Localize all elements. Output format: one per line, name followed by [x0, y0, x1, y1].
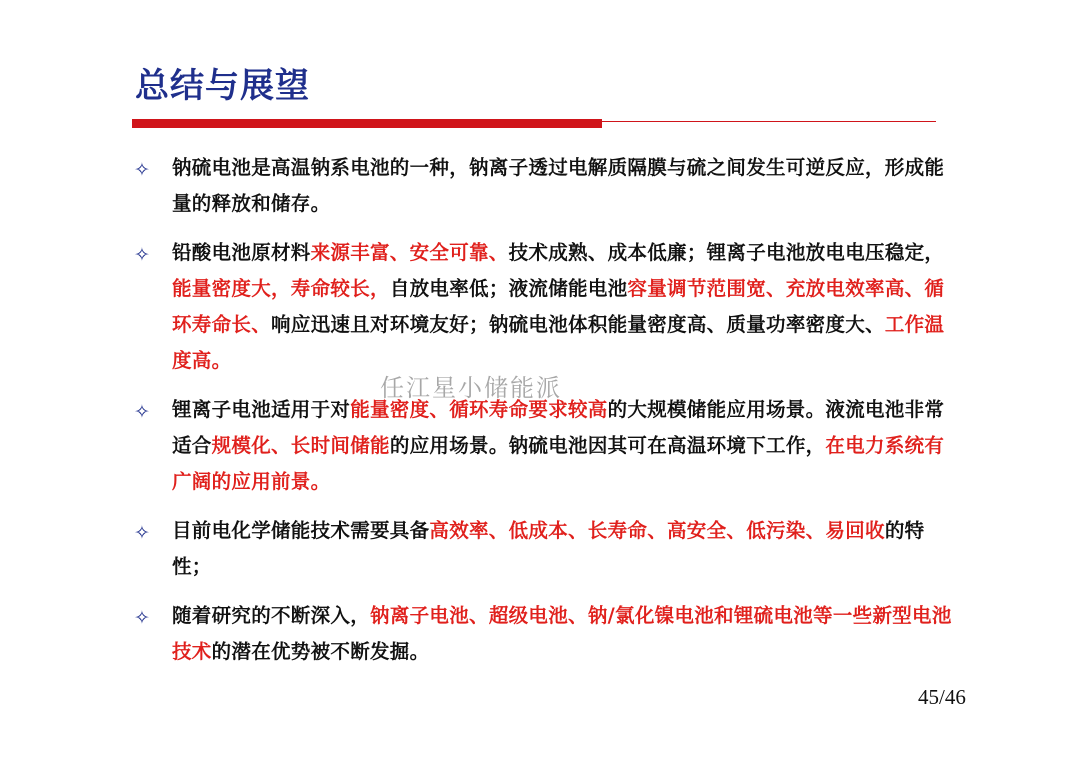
- plain-text: 自放电率低；液流储能电池: [389, 277, 628, 300]
- plain-text: 的应用场景。钠硫电池因其可在高温环境下工作，: [389, 434, 826, 457]
- plain-text: 的大规模储能应用场景。液流电池非常适合: [172, 398, 945, 457]
- bullet-item: [132, 598, 952, 670]
- bullet-list: [132, 150, 952, 683]
- highlighted-text: 钠离子电池、超级电池、钠/氯化镍电池和锂硫电池等一些新型电池技术: [172, 604, 952, 663]
- plain-text: 的潜在优势被不断发掘。: [211, 640, 430, 663]
- bullet-item: [132, 392, 952, 500]
- highlighted-text: 能量密度大，寿命较长，: [172, 277, 390, 300]
- plain-text: 的特性；: [172, 519, 925, 578]
- slide-title: 总结与展望: [135, 66, 310, 106]
- highlighted-text: 工作温度高。: [172, 313, 945, 372]
- diamond-star-icon: ✧: [134, 607, 150, 629]
- bullet-item: [132, 235, 952, 379]
- title-underline-bar: [132, 119, 602, 128]
- plain-text: 随着研究的不断深入，: [172, 604, 371, 627]
- bullet-text: [172, 604, 952, 663]
- bullet-text: [172, 519, 924, 578]
- bullet-text: [172, 156, 944, 215]
- title-underline-thin: [602, 121, 936, 122]
- plain-text: 锂离子电池适用于对: [172, 398, 351, 421]
- watermark: 任江星小储能派: [380, 374, 562, 402]
- plain-text: 铅酸电池原材料: [172, 241, 311, 264]
- plain-text: 技术成熟、成本低廉；锂离子电池放电电压稳定，: [508, 241, 945, 264]
- bullet-text: [172, 398, 944, 493]
- highlighted-text: 能量密度、循环寿命要求较高: [350, 398, 608, 421]
- page-number: 45/46: [918, 685, 966, 709]
- plain-text: 响应迅速且对环境友好；钠硫电池体积能量密度高、质量功率密度大、: [271, 313, 885, 336]
- highlighted-text: 容量调节范围宽、充放电效率高、循环寿命长、: [172, 277, 945, 336]
- diamond-star-icon: ✧: [134, 159, 150, 181]
- diamond-star-icon: ✧: [134, 401, 150, 423]
- highlighted-text: 高效率、低成本、长寿命、高安全、低污染、易回收: [429, 519, 885, 542]
- bullet-item: [132, 150, 952, 222]
- diamond-star-icon: ✧: [134, 244, 150, 266]
- bullet-item: [132, 513, 952, 585]
- highlighted-text: 来源丰富、安全可靠、: [310, 241, 509, 264]
- highlighted-text: 规模化、长时间储能: [211, 434, 390, 457]
- plain-text: 钠硫电池是高温钠系电池的一种，钠离子透过电解质隔膜与硫之间发生可逆反应，形成能量的释放和储存。: [172, 156, 945, 215]
- diamond-star-icon: ✧: [134, 522, 150, 544]
- plain-text: 目前电化学储能技术需要具备: [172, 519, 430, 542]
- highlighted-text: 在电力系统有广阔的应用前景。: [172, 434, 945, 493]
- bullet-text: [172, 241, 944, 372]
